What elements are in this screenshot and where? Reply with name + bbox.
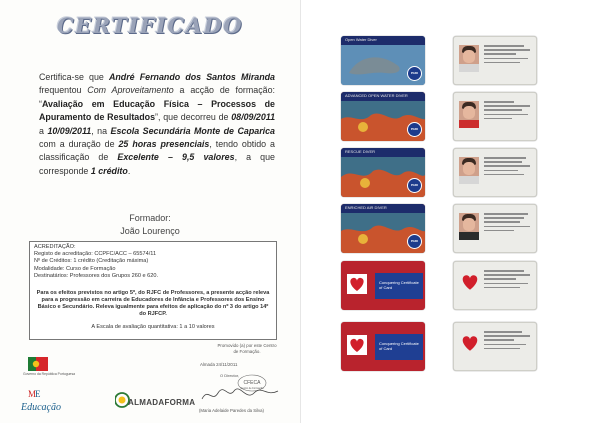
padi-logo-icon — [407, 234, 422, 249]
text-frag: , tendo obtido a classificação de — [39, 139, 275, 163]
text-frag: , na — [91, 125, 108, 136]
school-name: Escola Secundária Monte de Caparica — [110, 125, 275, 136]
evaluation-scale: A Escala de avaliação quantitativa: 1 a 10 valores — [91, 324, 215, 331]
signature-stamp — [200, 373, 280, 403]
emergency-card — [341, 261, 425, 310]
accreditation-registo: Registo de acreditação: CCPFC/ACC – 65574/11 — [34, 251, 157, 258]
heart-icon — [459, 332, 481, 354]
card-header — [341, 36, 425, 45]
accreditation-modalidade: Modalidade: Curso de Formação — [34, 265, 116, 272]
card-caption-box — [375, 273, 423, 299]
dive-card — [341, 148, 425, 197]
education-label: Educação — [21, 402, 61, 413]
heart-icon — [347, 335, 367, 355]
svg-text:M: M — [28, 389, 37, 399]
date-to: 10/09/2011 — [47, 125, 92, 136]
almadaforma-label: ALMADAFORMA — [128, 398, 196, 407]
gov-label: Governo da República Portuguesa — [23, 372, 76, 376]
padi-logo-icon — [407, 122, 422, 137]
promovido-text: Promovido (a) por este Centro de Formação. — [217, 343, 277, 354]
stamp-text: CFECA — [243, 380, 261, 386]
portrait-photo — [459, 157, 479, 184]
stamp-subtext: Centro de Formação — [240, 387, 264, 390]
date-from: 08/09/2011 — [231, 112, 276, 123]
padi-text: PADI — [411, 183, 418, 187]
accreditation-label: ACREDITAÇÃO: — [34, 244, 76, 250]
padi-logo-icon — [407, 66, 422, 81]
cards-grid — [341, 36, 543, 376]
text-frag: a — [39, 125, 44, 136]
padi-text: PADI — [411, 71, 418, 75]
text-frag: frequentou — [39, 85, 82, 96]
emergency-card — [341, 322, 425, 371]
course-name: Avaliação em Educação Física – Processos de Apuramento de Resultados — [39, 98, 275, 123]
director-label: O Director, — [220, 373, 240, 378]
text-frag: , a que corresponde — [39, 152, 275, 176]
id-card-back — [453, 322, 537, 371]
heart-icon — [459, 271, 481, 293]
accreditation-destinatarios: Destinatários: Professores dos Grupos 260 e 620. — [34, 272, 159, 279]
accreditation-creditos: Nº de Créditos: 1 crédito (Creditação máxima) — [34, 258, 149, 265]
card-header — [341, 204, 425, 213]
card-header-text: RESCUE DIVER — [345, 149, 376, 154]
id-card-back — [453, 92, 537, 141]
signatory-name: (Maria Adelaide Paredes da Silva) — [199, 408, 264, 413]
formador-name: João Lourenço — [120, 226, 180, 236]
issue-date: Almada 24/11/2011 — [200, 362, 238, 367]
hours: 25 horas presenciais — [118, 139, 210, 150]
portrait-photo — [459, 45, 479, 72]
dive-card — [341, 92, 425, 141]
id-card-back — [453, 36, 537, 85]
portrait-photo — [459, 213, 479, 240]
padi-text: PADI — [411, 127, 418, 131]
intro-text: Certifica-se que — [39, 72, 104, 82]
trainee-name: André Fernando dos Santos Miranda — [108, 72, 275, 82]
card-caption-box — [375, 334, 423, 360]
card-header-text: ADVANCED OPEN WATER DIVER — [345, 93, 408, 98]
accreditation-box — [29, 241, 277, 340]
id-card-back — [453, 148, 537, 197]
id-card-back — [453, 261, 537, 310]
card-caption: Conquering Certificate of Card — [379, 341, 419, 351]
id-card-back — [453, 204, 537, 253]
certificate-title: CERTIFICADO — [57, 13, 243, 38]
aproveitamento-text: Com Aproveitamento — [87, 85, 174, 96]
card-header-text: Open Water Diver — [345, 37, 377, 42]
text-frag: com a duração de — [39, 139, 115, 150]
card-header-text: ENRICHED AIR DIVER — [345, 205, 387, 210]
republic-flag-icon — [28, 357, 48, 371]
dive-card — [341, 36, 425, 85]
credits: 1 crédito — [90, 165, 128, 176]
text-frag: . — [127, 165, 131, 176]
card-header — [341, 92, 425, 101]
text-frag: a acção de formação: “ — [39, 85, 275, 109]
grade: Excelente – 9,5 valores — [117, 152, 235, 163]
svg-text:E: E — [35, 389, 41, 399]
text-frag: ”, que decorreu de — [155, 112, 229, 123]
heart-icon — [347, 274, 367, 294]
card-header — [341, 148, 425, 157]
dive-card — [341, 204, 425, 253]
padi-logo-icon — [407, 178, 422, 193]
portrait-photo — [459, 101, 479, 128]
certificate-body — [39, 71, 275, 178]
card-caption: Conquering Certificate of Card — [379, 280, 419, 290]
formador-label: Formador: — [129, 213, 171, 223]
padi-text: PADI — [411, 239, 418, 243]
accreditation-note: Para os efeitos previstos no artigo 5º, do RJFC de Professores, a presente acção releva para a progressão em carreira de Educadores de Infância e Professores dos Ensino Básico e Secundário. Releva igualmente para efeitos de aplicação do nº 3 do artigo 14º do RJFCP. — [36, 290, 270, 318]
